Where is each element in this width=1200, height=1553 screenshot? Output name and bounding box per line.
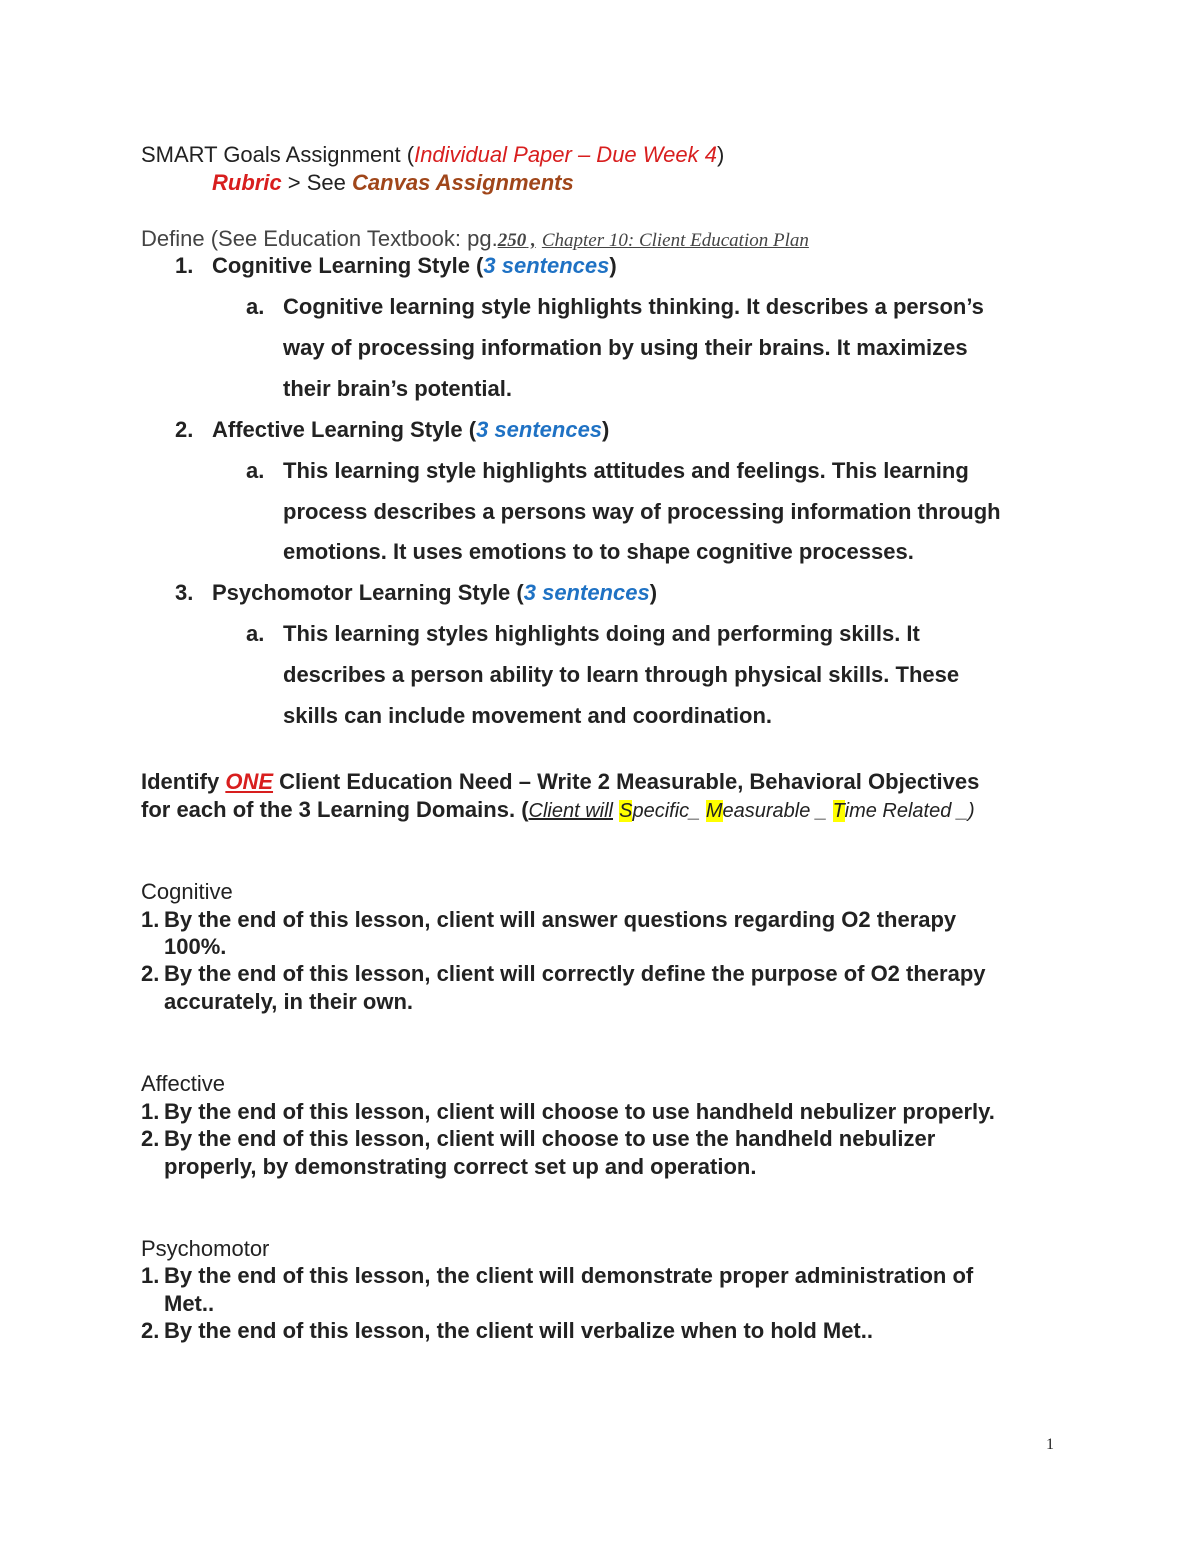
objective-line: 100%. (164, 934, 227, 959)
learning-style-3 (175, 579, 658, 607)
define-comma: , (526, 230, 536, 251)
objective-number: 1. (141, 1263, 160, 1288)
answer-line: skills can include movement and coordination. (283, 703, 772, 728)
client-will: Client will (528, 800, 613, 822)
objective-number: 2. (141, 1126, 160, 1151)
answer-line: process describes a persons way of processing information through (283, 499, 1001, 524)
answer-label: a. (246, 458, 265, 483)
learning-style-2 (175, 416, 610, 444)
learning-style-name: Cognitive Learning Style ( (212, 253, 484, 278)
list-number: 1. (175, 253, 194, 278)
answer-line: Cognitive learning style highlights thinking. It describes a person’s (283, 294, 984, 319)
objective-number: 2. (141, 1318, 160, 1343)
define-page: 250 (497, 230, 527, 251)
objective-number: 1. (141, 1099, 160, 1124)
learning-style-heading (212, 579, 657, 607)
identify-line-1 (141, 768, 979, 796)
smart-pecific: pecific_ (632, 800, 706, 822)
domain-heading-psychomotor: Psychomotor (141, 1236, 270, 1261)
domain-heading-cognitive: Cognitive (141, 879, 233, 904)
objective-line: properly, by demonstrating correct set up and operation. (164, 1154, 757, 1179)
objective-line: By the end of this lesson, the client will verbalize when to hold Met.. (164, 1318, 873, 1343)
objective-line: By the end of this lesson, client will answer questions regarding O2 therapy (164, 907, 957, 932)
objective-number: 2. (141, 961, 160, 986)
paren-close: ) (602, 417, 610, 442)
title-suffix: ) (716, 142, 725, 167)
rubric-label: Rubric (212, 170, 282, 195)
objective-number: 1. (141, 907, 160, 932)
objective-line: Met.. (164, 1291, 215, 1316)
smart-ime: ime Related _) (844, 800, 975, 822)
answer-line: way of processing information by using their brains. It maximizes (283, 335, 968, 360)
domain-heading-affective: Affective (141, 1071, 225, 1096)
paren-close: ) (649, 580, 658, 605)
answer-line: describes a person ability to learn through physical skills. These (283, 662, 960, 687)
answer-label: a. (246, 621, 265, 646)
identify-line2-text: for each of the 3 Learning Domains. (141, 797, 516, 822)
objective-line: By the end of this lesson, client will choose to use handheld nebulizer properly. (164, 1099, 995, 1124)
objective-line: By the end of this lesson, the client will demonstrate proper administration of (164, 1263, 974, 1288)
identify-rest: Client Education Need – Write 2 Measurable, Behavioral Objectives (273, 769, 980, 794)
canvas-assignments: Canvas Assignments (352, 170, 574, 195)
define-chapter: Chapter 10: Client Education Plan (541, 230, 809, 251)
rubric-line (212, 169, 574, 197)
learning-style-name: Affective Learning Style ( (212, 417, 477, 442)
answer-line: emotions. It uses emotions to to shape cognitive processes. (283, 539, 914, 564)
learning-style-1 (175, 252, 617, 280)
answer-line: their brain’s potential. (283, 376, 512, 401)
identify-prefix: Identify (141, 769, 226, 794)
objective-line: accurately, in their own. (164, 989, 413, 1014)
paren-close: ) (609, 253, 617, 278)
rubric-middle: > See (281, 170, 353, 195)
list-number: 3. (175, 580, 194, 605)
identify-line-2 (141, 796, 975, 825)
objective-line: By the end of this lesson, client will choose to use the handheld nebulizer (164, 1126, 936, 1151)
smart-easurable: easurable _ (722, 800, 833, 822)
sentence-hint: 3 sentences (476, 417, 603, 442)
sentence-hint: 3 sentences (523, 580, 650, 605)
learning-style-heading (212, 416, 609, 444)
define-line (141, 225, 809, 255)
objective-line: By the end of this lesson, client will correctly define the purpose of O2 therapy (164, 961, 986, 986)
smart-s: S (619, 800, 633, 822)
answer-line: This learning style highlights attitudes and feelings. This learning (283, 458, 969, 483)
learning-style-name: Psychomotor Learning Style ( (212, 580, 524, 605)
answer-label: a. (246, 294, 265, 319)
define-prefix: Define (See Education Textbook: pg. (141, 226, 498, 251)
page-number: 1 (1046, 1436, 1054, 1453)
sentence-hint: 3 sentences (483, 253, 610, 278)
learning-style-heading (212, 252, 617, 280)
smart-m: M (705, 800, 723, 822)
assignment-title (141, 141, 724, 169)
identify-one: ONE (225, 769, 274, 794)
paren-open: ( (515, 797, 529, 822)
smart-t: T (832, 800, 845, 822)
answer-line: This learning styles highlights doing and performing skills. It (283, 621, 920, 646)
title-prefix: SMART Goals Assignment ( (141, 142, 415, 167)
list-number: 2. (175, 417, 194, 442)
title-individual: Individual Paper – Due Week 4 (414, 142, 717, 167)
